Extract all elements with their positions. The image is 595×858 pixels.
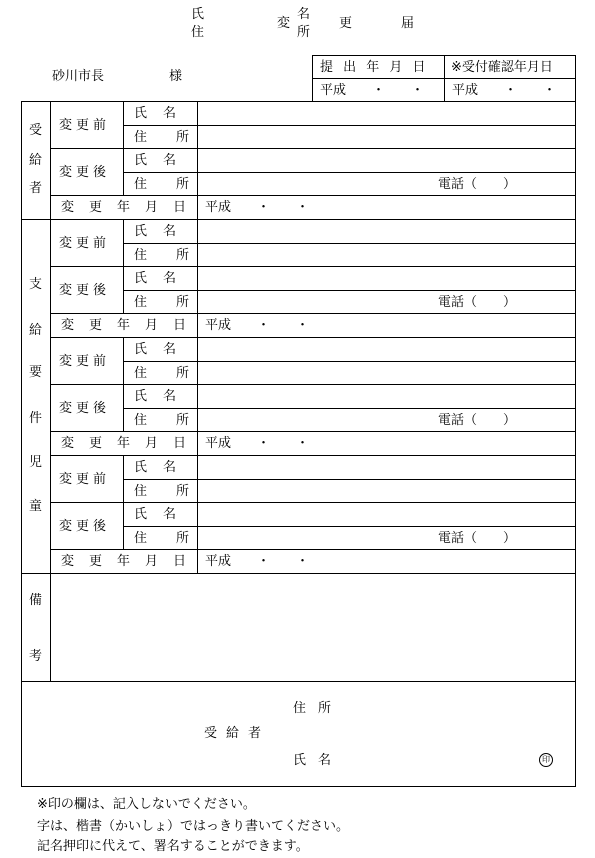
- title-change-word: 変 更 届: [277, 16, 433, 31]
- recipient-before-address-label: 住: [134, 130, 148, 145]
- child2-before-change: 変更前: [59, 354, 111, 369]
- child2-before-address-label: 住: [134, 366, 148, 381]
- child1-before-address-label: 住: [134, 248, 148, 263]
- child-char-5: 児: [29, 455, 43, 470]
- child-char-3: 要: [29, 365, 43, 380]
- child3-after-name-label: 氏名: [134, 507, 193, 522]
- remarks-char-1: 備: [29, 593, 43, 608]
- child3-after-address-label-2: 所: [176, 531, 190, 546]
- child1-after-name-label: 氏名: [134, 271, 193, 286]
- child1-after-change: 変更後: [59, 283, 111, 298]
- child3-before-address-label-2: 所: [176, 484, 190, 499]
- child1-before-address-label-2: 所: [176, 248, 190, 263]
- recipient-after-address-label-2: 所: [176, 177, 190, 192]
- child1-phone[interactable]: 電話（ ）: [438, 295, 517, 310]
- child2-before-name-label: 氏名: [134, 342, 193, 357]
- signature-recipient-label: 受給者: [204, 726, 271, 741]
- child2-after-address-label-2: 所: [176, 413, 190, 428]
- child3-after-address-label: 住: [134, 531, 148, 546]
- note-2: 字は、楷書（かいしょ）ではっきり書いてください。: [37, 819, 350, 834]
- child2-phone[interactable]: 電話（ ）: [438, 413, 517, 428]
- child3-before-name-label: 氏名: [134, 460, 193, 475]
- recipient-after-name-label: 氏名: [134, 153, 193, 168]
- child1-change-date-value[interactable]: 平成 ・ ・: [205, 318, 310, 333]
- recipient-before-change: 変更前: [59, 118, 111, 133]
- child3-change-date-label: 変更年月日: [61, 554, 202, 569]
- recipient-after-change: 変更後: [59, 165, 111, 180]
- confirm-date-label: ※受付確認年月日: [451, 60, 553, 75]
- child3-before-change: 変更前: [59, 472, 111, 487]
- signature-name-label: 氏名: [293, 753, 344, 768]
- signature-address-label: 住所: [293, 701, 344, 716]
- addressee: 砂川市長 様: [52, 69, 183, 84]
- recipient-char-3: 者: [29, 181, 43, 196]
- submit-date-value[interactable]: 平成 ・ ・: [320, 83, 425, 98]
- child-char-4: 件: [29, 411, 43, 426]
- child2-after-change: 変更後: [59, 401, 111, 416]
- child2-before-address-label-2: 所: [176, 366, 190, 381]
- remarks-char-2: 考: [29, 649, 43, 664]
- recipient-phone[interactable]: 電話（ ）: [438, 177, 517, 192]
- child1-after-address-label: 住: [134, 295, 148, 310]
- child2-after-address-label: 住: [134, 413, 148, 428]
- note-3: 記名押印に代えて、署名することができます。: [37, 839, 309, 854]
- seal-mark-icon: 印: [539, 753, 553, 767]
- recipient-char-1: 受: [29, 123, 43, 138]
- title-name-label: 氏 名: [191, 7, 351, 22]
- child1-before-change: 変更前: [59, 236, 111, 251]
- child-char-6: 童: [29, 499, 43, 514]
- child2-change-date-value[interactable]: 平成 ・ ・: [205, 436, 310, 451]
- recipient-char-2: 給: [29, 153, 43, 168]
- child-char-2: 給: [29, 323, 43, 338]
- child-char-1: 支: [29, 277, 43, 292]
- child2-after-name-label: 氏名: [134, 389, 193, 404]
- note-1: ※印の欄は、記入しないでください。: [37, 797, 256, 812]
- child3-phone[interactable]: 電話（ ）: [438, 531, 517, 546]
- child1-before-name-label: 氏名: [134, 224, 193, 239]
- submit-date-label: 提 出 年 月 日: [320, 60, 429, 75]
- remarks-field[interactable]: [51, 574, 575, 680]
- recipient-change-date-value[interactable]: 平成 ・ ・: [205, 200, 310, 215]
- child3-before-address-label: 住: [134, 484, 148, 499]
- child2-change-date-label: 変更年月日: [61, 436, 202, 451]
- recipient-before-name-label: 氏名: [134, 106, 193, 121]
- confirm-date-value: 平成 ・ ・: [452, 83, 557, 98]
- child1-after-address-label-2: 所: [176, 295, 190, 310]
- child3-after-change: 変更後: [59, 519, 111, 534]
- child1-change-date-label: 変更年月日: [61, 318, 202, 333]
- child3-change-date-value[interactable]: 平成 ・ ・: [205, 554, 310, 569]
- recipient-change-date-label: 変更年月日: [61, 200, 202, 215]
- title-address-label: 住 所: [191, 25, 351, 40]
- recipient-before-address-label-2: 所: [176, 130, 190, 145]
- recipient-after-address-label: 住: [134, 177, 148, 192]
